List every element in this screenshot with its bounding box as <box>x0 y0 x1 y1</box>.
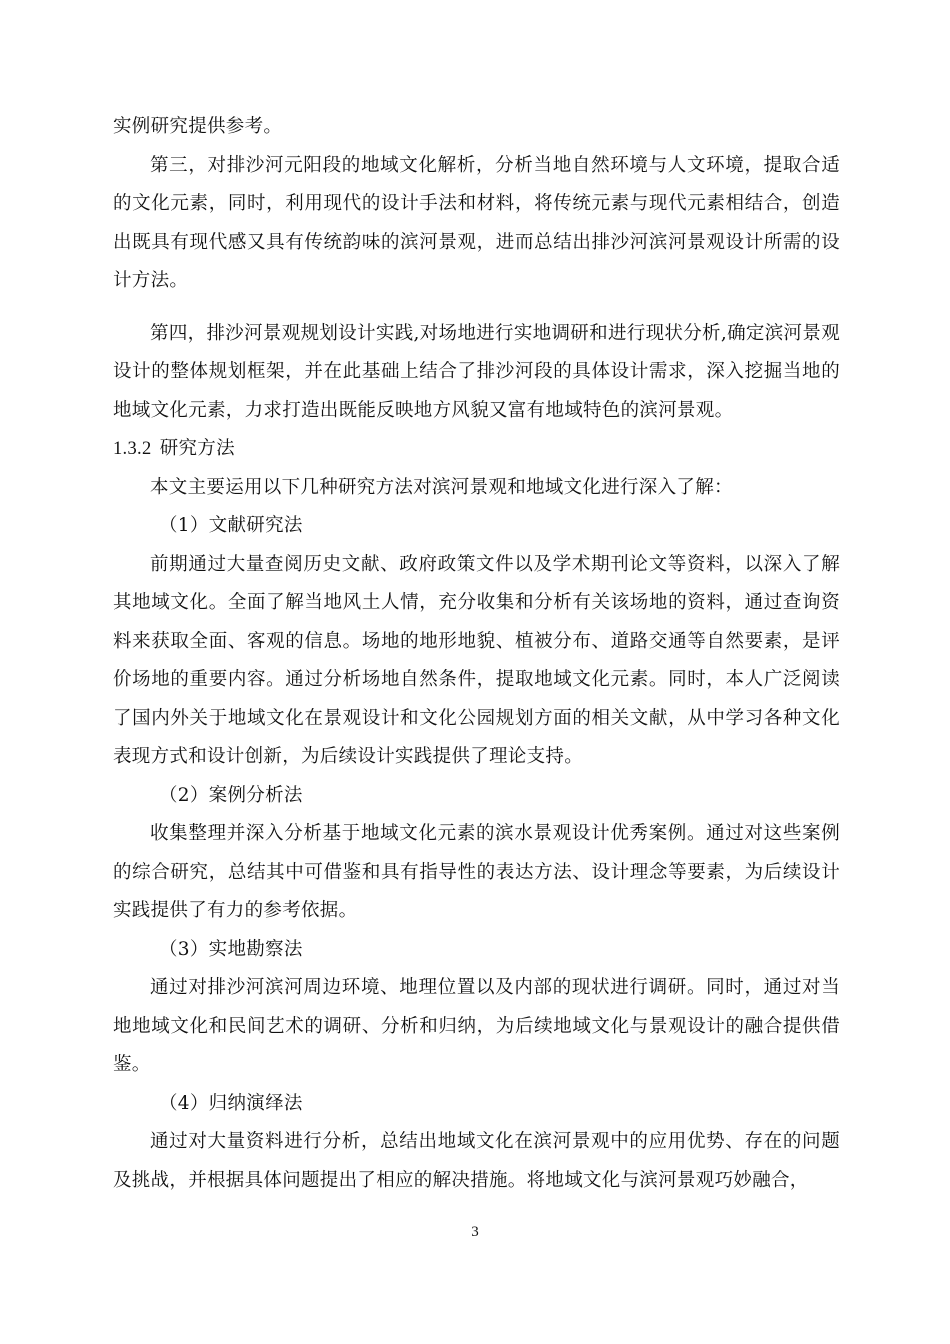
section-title: 研究方法 <box>159 438 235 459</box>
method-text-4: 通过对大量资料进行分析，总结出地域文化在滨河景观中的应用优势、存在的问题及挑战，并根据具体问题提出了相应的解决措施。将地域文化与滨河景观巧妙融合， <box>113 1131 840 1191</box>
method-text-3: 通过对排沙河滨河周边环境、地理位置以及内部的现状进行调研。同时，通过对当地地域文化和民间艺术的调研、分析和归纳，为后续地域文化与景观设计的融合提供借鉴。 <box>113 977 840 1075</box>
method-label-1: （1）文献研究法 <box>159 515 303 536</box>
method-label-3: （3）实地勘察法 <box>159 938 303 960</box>
method-label-2: （2）案例分析法 <box>159 784 303 806</box>
method-text-1: 前期通过大量查阅历史文献、政府政策文件以及学术期刊论文等资料，以深入了解其地域文化。全面了解当地风土人情，充分收集和分析有关该场地的资料，通过查询资料来获取全面、客观的信息。场地的地形地貌、植被分布、道路交通等自然要素，是评价场地的重要内容。通过分析场地自然条件，提取地域文化元素。同时，本人广泛阅读了国内外关于地域文化在景观设计和文化公园规划方面的相关文献，从中学习各种文化表现方式和设计创新，为后续设计实践提供了理论支持。 <box>113 553 840 767</box>
paragraph-continuation: 实例研究提供参考。 <box>113 116 283 137</box>
section-heading <box>113 430 840 469</box>
paragraph-fourth-point: 第四，排沙河景观规划设计实践,对场地进行实地调研和进行现状分析,确定滨河景观设计的整体规划框架，并在此基础上结合了排沙河段的具体设计需求，深入挖掘当地的地域文化元素，力求打造出既能反映地方风貌又富有地域特色的滨河景观。 <box>113 322 840 421</box>
method-text-2: 收集整理并深入分析基于地域文化元素的滨水景观设计优秀案例。通过对这些案例的综合研究，总结其中可借鉴和具有指导性的表达方法、设计理念等要素，为后续设计实践提供了有力的参考依据。 <box>113 823 840 921</box>
section-number: 1.3.2 <box>113 439 152 459</box>
paragraph-third-point: 第三，对排沙河元阳段的地域文化解析，分析当地自然环境与人文环境，提取合适的文化元素，同时，利用现代的设计手法和材料，将传统元素与现代元素相结合，创造出既具有现代感又具有传统韵味的滨河景观，进而总结出排沙河滨河景观设计所需的设计方法。 <box>113 154 840 291</box>
page-number: 3 <box>471 1224 479 1240</box>
section-intro: 本文主要运用以下几种研究方法对滨河景观和地域文化进行深入了解： <box>150 476 733 498</box>
body-text <box>113 108 840 1200</box>
method-label-4: （4）归纳演绎法 <box>159 1092 303 1114</box>
